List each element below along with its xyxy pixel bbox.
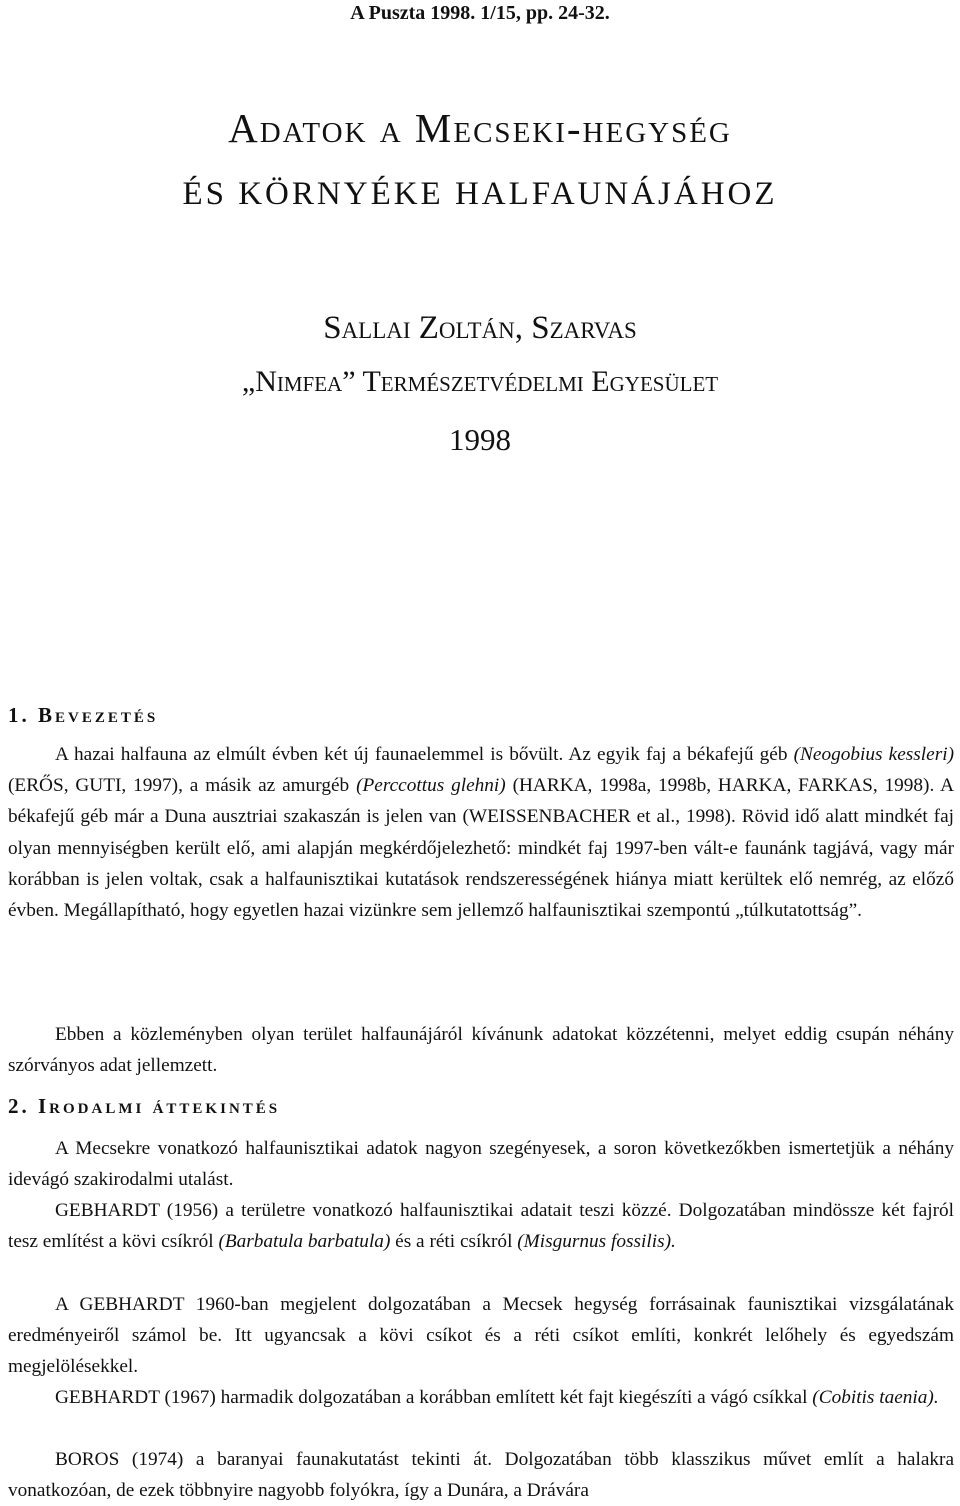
- paragraph-lit-4: [8, 1382, 954, 1413]
- paragraph-lit-5: [8, 1444, 954, 1506]
- paragraph-lit-2: [8, 1195, 954, 1257]
- journal-citation: A Puszta 1998. 1/15, pp. 24-32.: [350, 2, 610, 24]
- section-heading-intro: 1. Bevezetés: [8, 703, 159, 727]
- paragraph-intro-1: [8, 739, 954, 926]
- paragraph-intro-2: [8, 1019, 954, 1081]
- paragraph-text: A Mecsekre vonatkozó halfaunisztikai adatok nagyon szegényesek, a soron következőkben ismertetjük a néhány idevágó szakirodalmi utalást.: [8, 1138, 954, 1191]
- paragraph-lit-1: [8, 1133, 954, 1195]
- species-name: (Perccottus glehni): [356, 775, 506, 797]
- paragraph-text: (ERŐS, GUTI, 1997), a másik az amurgéb: [8, 775, 357, 797]
- section-heading-literature: 2. Irodalmi áttekintés: [8, 1094, 281, 1118]
- publication-year: 1998: [449, 422, 511, 457]
- paragraph-text: GEBHARDT (1956) a területre vonatkozó halfaunisztikai adatait teszi közzé. Dolgozatában mindössze két fajról tesz említést a kövi csíkról: [8, 1200, 954, 1253]
- species-name: (Cobitis taenia).: [812, 1387, 939, 1408]
- paragraph-text: GEBHARDT (1967) harmadik dolgozatában a korábban említett két fajt kiegészíti a vágó csíkkal: [55, 1387, 813, 1408]
- author-name: Sallai Zoltán, Szarvas: [323, 310, 637, 346]
- author-affiliation: „Nimfea” Természetvédelmi Egyesület: [241, 365, 719, 398]
- paragraph-text: és a réti csíkról: [390, 1231, 518, 1253]
- species-name: (Misgurnus fossilis).: [517, 1231, 676, 1253]
- title-line-2: ÉS KÖRNYÉKE HALFAUNÁJÁHOZ: [182, 176, 778, 212]
- paragraph-text: (HARKA, 1998a, 1998b, HARKA, FARKAS, 1998). A békafejű géb már a Duna ausztriai szakaszán is jelen van (WEISSENBACHER et al., 1998). Rövid idő alatt mindkét faj olyan mennyiségben került elő, ami alapján megkérdőjelezhető: mindkét faj 1997-ben vált-e faunánk tagjává, vagy már korábban is jelen voltak, csak a halfaunisztikai kutatások rendszerességének hiánya miatt kerültek elő nemrég, az előző évben. Megállapítható, hogy egyetlen hazai vizünkre sem jellemző halfaunisztikai szempontú „túlkutatottság”.: [8, 775, 955, 922]
- paragraph-text: A GEBHARDT 1960-ban megjelent dolgozatában a Mecsek hegység forrásainak faunisztikai vizsgálatának eredményeiről számol be. Itt ugyancsak a kövi csíkot és a réti csíkot említi, konkrét lelőhely és egyedszám megjelölésekkel.: [8, 1294, 954, 1378]
- title-line-1: Adatok a Mecseki-hegység: [228, 105, 732, 151]
- species-name: (Barbatula barbatula): [218, 1231, 391, 1253]
- paragraph-text: Ebben a közleményben olyan terület halfaunájáról kívánunk adatokat közzétenni, melyet eddig csupán néhány szórványos adat jellemzett.: [8, 1024, 954, 1077]
- paragraph-text: BOROS (1974) a baranyai faunakutatást tekinti át. Dolgozatában több klasszikus művet említ a halakra vonatkozóan, de ezek többnyire nagyobb folyókra, így a Dunára, a Drávára: [8, 1449, 954, 1502]
- species-name: (Neogobius kessleri): [793, 744, 954, 765]
- paragraph-text: A hazai halfauna az elmúlt évben két új faunaelemmel is bővült. Az egyik faj a békafejű géb: [55, 744, 794, 765]
- paragraph-lit-3: [8, 1289, 954, 1383]
